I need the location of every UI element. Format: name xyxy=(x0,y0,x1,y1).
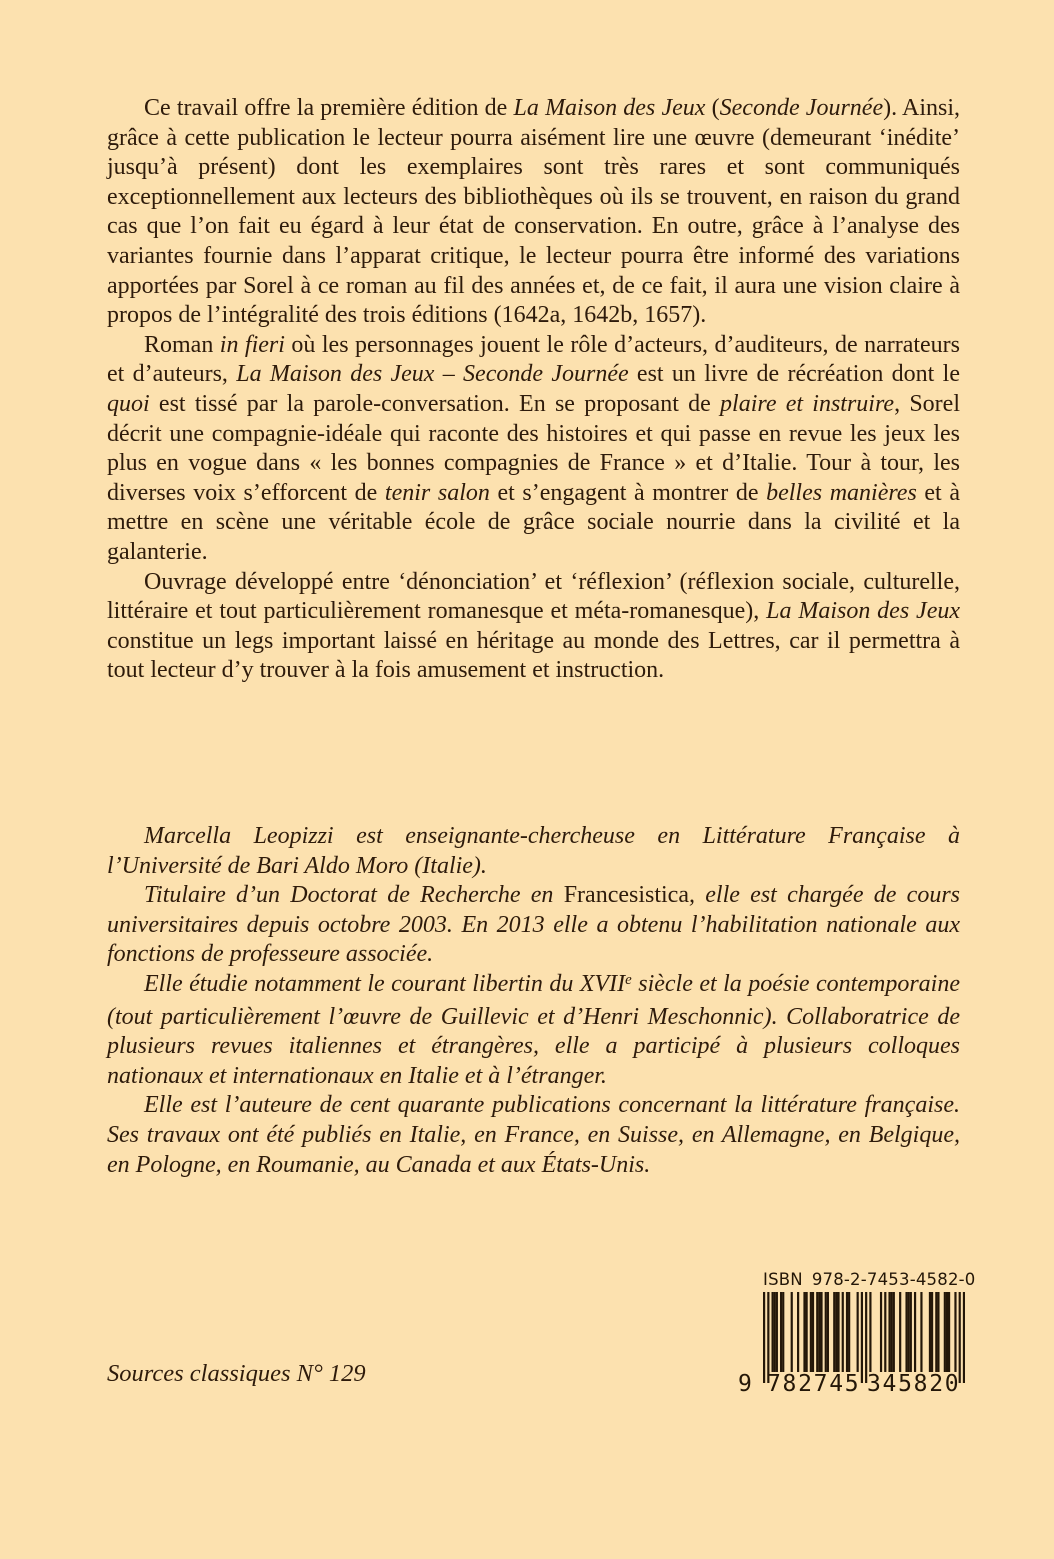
collection-label: Sources classiques N° 129 xyxy=(107,1360,366,1387)
synopsis-paragraph: Ouvrage développé entre ‘dénonciation’ et ‘réflexion’ (réflexion sociale, culturelle, littéraire et tout particulièrement romanesque et méta-romanesque), La Maison des Jeux constitue un legs important laissé en héritage au monde des Lettres, car il permettra à tout lecteur d’y trouver à la fois amusement et instruction. xyxy=(107,568,960,684)
barcode-digits-right: 345820 xyxy=(867,1371,961,1397)
synopsis-paragraph: Ce travail offre la première édition de La Maison des Jeux (Seconde Journée). Ainsi, grâce à cette publication le lecteur pourra aisément lire une œuvre (demeurant ‘inédite’ jusqu’à présent) dont les exemplaires sont très rares et sont communiqués exceptionnellement aux lecteurs des bibliothèques où ils se trouvent, en raison du grand cas que l’on fait eu égard à leur état de conservation. En outre, grâce à l’analyse des variantes fournie dans l’apparat critique, le lecteur pourra être informé des variations apportées par Sorel à ce roman au fil des années et, de ce fait, il aura une vision claire à propos de l’intégralité des trois éditions (1642a, 1642b, 1657). xyxy=(107,95,960,329)
synopsis-block xyxy=(107,94,960,686)
author-bio-block xyxy=(107,822,960,1180)
isbn-number: 978-2-7453-4582-0 xyxy=(811,1270,976,1289)
ean13-bars xyxy=(763,1292,965,1383)
bio-paragraph: Marcella Leopizzi est enseignante-chercheuse en Littérature Française à l’Université de Bari Aldo Moro (Italie). xyxy=(107,823,960,879)
synopsis-paragraph: Roman in fieri où les personnages jouent le rôle d’acteurs, d’auditeurs, de narrateurs et d’auteurs, La Maison des Jeux – Seconde Journée est un livre de récréation dont le quoi est tissé par la parole-conversation. En se proposant de plaire et instruire, Sorel décrit une compagnie-idéale qui raconte des histoires et qui passe en revue les jeux les plus en vogue dans « les bonnes compagnies de France » et d’Italie. Tour à tour, les diverses voix s’efforcent de tenir salon et s’engagent à montrer de belles manières et à mettre en scène une véritable école de grâce sociale nourrie dans la civilité et la galanterie. xyxy=(107,331,961,565)
bio-paragraph: Elle étudie notamment le courant libertin du XVIIe siècle et la poésie contemporaine (tout particulièrement l’œuvre de Guillevic et d’Henri Meschonnic). Collaboratrice de plusieurs revues italiennes et étrangères, elle a participé à plusieurs colloques nationaux et internationaux en Italie et à l’étranger. xyxy=(107,970,960,1089)
bio-paragraph: Elle est l’auteure de cent quarante publications concernant la littérature française. Ses travaux ont été publiés en Italie, en France, en Suisse, en Allemagne, en Belgique, en Pologne, en Roumanie, au Canada et aux États-Unis. xyxy=(107,1092,960,1178)
barcode-digits-left: 782745 xyxy=(767,1371,861,1397)
bio-paragraph: Titulaire d’un Doctorat de Recherche en Francesistica, elle est chargée de cours universitaires depuis octobre 2003. En 2013 elle a obtenu l’habilitation nationale aux fonctions de professeure associée. xyxy=(107,882,960,968)
ean13-barcode xyxy=(736,1270,976,1400)
barcode-digit-first: 9 xyxy=(738,1371,752,1397)
isbn-line xyxy=(763,1270,976,1289)
isbn-label: ISBN xyxy=(763,1270,803,1289)
